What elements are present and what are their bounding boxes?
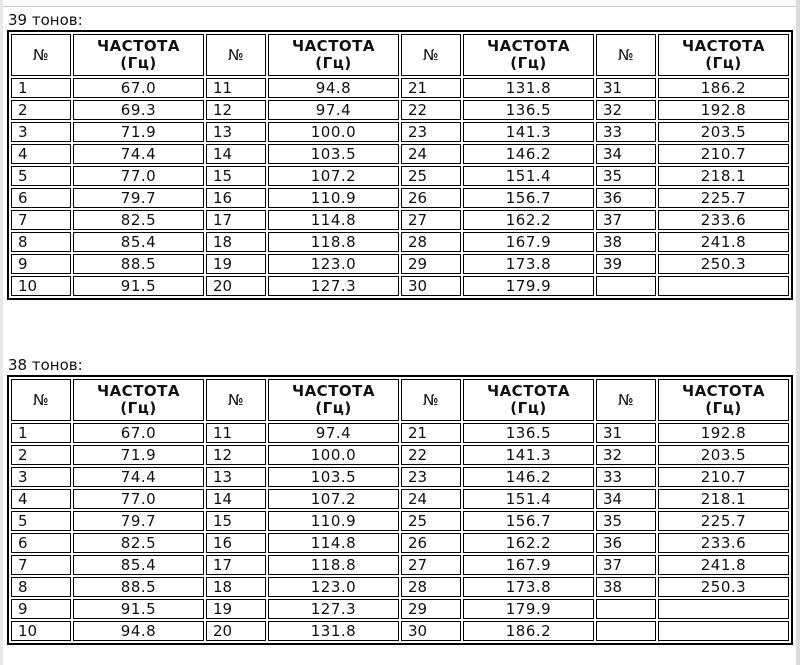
frequency-header-unit: (Гц) — [120, 399, 157, 417]
tone-number-cell: 15 — [206, 511, 266, 531]
tone-frequency-cell: 203.5 — [658, 122, 789, 142]
tone-frequency-cell: 141.3 — [463, 445, 594, 465]
frequency-column-header — [268, 379, 399, 421]
tone-frequency-cell: 241.8 — [658, 555, 789, 575]
tone-frequency-cell: 88.5 — [73, 577, 204, 597]
tone-number-cell — [596, 621, 656, 641]
frequency-column-header — [73, 379, 204, 421]
number-column-header: № — [11, 34, 71, 76]
tone-number-cell: 19 — [206, 599, 266, 619]
tone-frequency-cell — [658, 599, 789, 619]
tone-number-cell: 16 — [206, 188, 266, 208]
tone-frequency-cell: 103.5 — [268, 144, 399, 164]
tone-number-cell: 1 — [11, 423, 71, 443]
tone-number-cell: 33 — [596, 467, 656, 487]
tone-frequency-cell: 74.4 — [73, 144, 204, 164]
tone-number-cell: 23 — [401, 467, 461, 487]
tone-number-cell: 33 — [596, 122, 656, 142]
tone-frequency-cell: 118.8 — [268, 232, 399, 252]
tone-number-cell: 8 — [11, 577, 71, 597]
window-right-edge — [796, 0, 800, 665]
frequency-column-header — [268, 34, 399, 76]
tone-number-cell: 25 — [401, 511, 461, 531]
tones-38-section — [8, 355, 789, 645]
frequency-header-label: ЧАСТОТА — [681, 382, 766, 400]
tone-frequency-cell: 71.9 — [73, 122, 204, 142]
tone-number-cell: 31 — [596, 78, 656, 98]
tone-number-cell: 3 — [11, 467, 71, 487]
tone-number-cell: 11 — [206, 423, 266, 443]
tone-number-cell: 23 — [401, 122, 461, 142]
tone-frequency-cell: 141.3 — [463, 122, 594, 142]
table-row — [11, 166, 789, 186]
tone-frequency-cell: 77.0 — [73, 166, 204, 186]
tone-frequency-cell: 179.9 — [463, 599, 594, 619]
tone-number-cell: 19 — [206, 254, 266, 274]
tone-frequency-cell: 162.2 — [463, 533, 594, 553]
tone-number-cell: 36 — [596, 533, 656, 553]
table-row — [11, 144, 789, 164]
tone-frequency-cell: 156.7 — [463, 511, 594, 531]
table-row — [11, 621, 789, 641]
tone-frequency-cell: 110.9 — [268, 188, 399, 208]
tone-number-cell: 36 — [596, 188, 656, 208]
tone-frequency-cell: 88.5 — [73, 254, 204, 274]
tone-number-cell: 25 — [401, 166, 461, 186]
number-column-header: № — [596, 34, 656, 76]
tone-frequency-cell: 192.8 — [658, 423, 789, 443]
tone-number-cell: 12 — [206, 100, 266, 120]
tone-frequency-cell: 225.7 — [658, 188, 789, 208]
tone-frequency-cell: 250.3 — [658, 254, 789, 274]
number-column-header: № — [401, 34, 461, 76]
tone-number-cell: 5 — [11, 511, 71, 531]
tone-frequency-cell: 192.8 — [658, 100, 789, 120]
frequency-header-unit: (Гц) — [315, 54, 352, 72]
tone-frequency-cell: 179.9 — [463, 276, 594, 296]
tone-frequency-cell: 71.9 — [73, 445, 204, 465]
tone-number-cell: 27 — [401, 210, 461, 230]
tone-frequency-cell: 67.0 — [73, 78, 204, 98]
table-row — [11, 100, 789, 120]
tone-number-cell: 24 — [401, 489, 461, 509]
tone-number-cell: 15 — [206, 166, 266, 186]
tone-frequency-cell: 79.7 — [73, 511, 204, 531]
number-column-header: № — [206, 379, 266, 421]
tone-frequency-cell: 203.5 — [658, 445, 789, 465]
tone-frequency-cell: 127.3 — [268, 276, 399, 296]
frequency-column-header — [463, 379, 594, 421]
tone-number-cell: 34 — [596, 144, 656, 164]
tone-number-cell: 13 — [206, 467, 266, 487]
tone-number-cell — [596, 599, 656, 619]
tone-frequency-cell: 210.7 — [658, 467, 789, 487]
tone-number-cell: 21 — [401, 78, 461, 98]
table-row — [11, 467, 789, 487]
tone-frequency-cell: 123.0 — [268, 577, 399, 597]
tone-frequency-cell: 250.3 — [658, 577, 789, 597]
section-title: 39 тонов: — [8, 11, 83, 29]
frequency-header-label: ЧАСТОТА — [486, 37, 571, 55]
tone-number-cell: 7 — [11, 555, 71, 575]
tones-table — [7, 30, 793, 300]
tone-frequency-cell: 94.8 — [268, 78, 399, 98]
tone-number-cell: 31 — [596, 423, 656, 443]
tone-number-cell: 12 — [206, 445, 266, 465]
frequency-column-header — [73, 34, 204, 76]
tone-number-cell: 39 — [596, 254, 656, 274]
tone-number-cell: 32 — [596, 445, 656, 465]
tone-frequency-cell: 82.5 — [73, 533, 204, 553]
frequency-column-header — [658, 34, 789, 76]
tone-frequency-cell: 162.2 — [463, 210, 594, 230]
tone-number-cell: 26 — [401, 188, 461, 208]
tone-number-cell: 29 — [401, 599, 461, 619]
frequency-column-header — [463, 34, 594, 76]
frequency-header-unit: (Гц) — [705, 54, 742, 72]
table-row — [11, 232, 789, 252]
tone-number-cell: 6 — [11, 188, 71, 208]
tone-frequency-cell: 233.6 — [658, 533, 789, 553]
tone-frequency-cell: 100.0 — [268, 445, 399, 465]
tone-number-cell: 28 — [401, 232, 461, 252]
frequency-header-unit: (Гц) — [315, 399, 352, 417]
tone-frequency-cell: 151.4 — [463, 166, 594, 186]
frequency-header-label: ЧАСТОТА — [96, 382, 181, 400]
tone-number-cell: 13 — [206, 122, 266, 142]
tone-frequency-cell: 118.8 — [268, 555, 399, 575]
number-column-header: № — [596, 379, 656, 421]
tone-number-cell: 10 — [11, 621, 71, 641]
tone-number-cell: 16 — [206, 533, 266, 553]
tone-frequency-cell: 167.9 — [463, 555, 594, 575]
table-row — [11, 254, 789, 274]
tone-number-cell: 2 — [11, 100, 71, 120]
tone-frequency-cell: 241.8 — [658, 232, 789, 252]
number-column-header: № — [11, 379, 71, 421]
tones-table — [7, 375, 793, 645]
table-row — [11, 210, 789, 230]
tone-frequency-cell: 151.4 — [463, 489, 594, 509]
tone-frequency-cell: 114.8 — [268, 210, 399, 230]
tone-number-cell: 30 — [401, 276, 461, 296]
tone-number-cell: 21 — [401, 423, 461, 443]
tone-number-cell: 6 — [11, 533, 71, 553]
tone-number-cell: 10 — [11, 276, 71, 296]
table-row — [11, 276, 789, 296]
tone-frequency-cell: 131.8 — [463, 78, 594, 98]
tone-number-cell: 20 — [206, 276, 266, 296]
tone-number-cell: 7 — [11, 210, 71, 230]
frequency-column-header — [658, 379, 789, 421]
tone-frequency-cell: 74.4 — [73, 467, 204, 487]
tone-number-cell: 17 — [206, 555, 266, 575]
window-top-edge — [0, 0, 800, 7]
tone-frequency-cell: 136.5 — [463, 100, 594, 120]
frequency-header-unit: (Гц) — [705, 399, 742, 417]
number-column-header: № — [206, 34, 266, 76]
window-left-edge — [0, 0, 3, 665]
tone-number-cell: 5 — [11, 166, 71, 186]
tone-frequency-cell: 97.4 — [268, 423, 399, 443]
tone-number-cell: 18 — [206, 232, 266, 252]
tone-number-cell: 3 — [11, 122, 71, 142]
tone-frequency-cell: 173.8 — [463, 577, 594, 597]
tone-frequency-cell: 110.9 — [268, 511, 399, 531]
tone-number-cell: 1 — [11, 78, 71, 98]
tone-number-cell: 4 — [11, 144, 71, 164]
tone-frequency-cell: 67.0 — [73, 423, 204, 443]
tone-frequency-cell: 233.6 — [658, 210, 789, 230]
tone-frequency-cell: 127.3 — [268, 599, 399, 619]
header-row — [11, 379, 789, 421]
tone-number-cell: 26 — [401, 533, 461, 553]
tone-frequency-cell: 156.7 — [463, 188, 594, 208]
tone-number-cell: 4 — [11, 489, 71, 509]
tone-frequency-cell: 85.4 — [73, 555, 204, 575]
tone-frequency-cell: 131.8 — [268, 621, 399, 641]
tone-frequency-cell: 173.8 — [463, 254, 594, 274]
tone-frequency-cell: 123.0 — [268, 254, 399, 274]
tone-number-cell: 20 — [206, 621, 266, 641]
tone-frequency-cell: 103.5 — [268, 467, 399, 487]
table-row — [11, 555, 789, 575]
tone-frequency-cell: 210.7 — [658, 144, 789, 164]
tone-number-cell: 34 — [596, 489, 656, 509]
tone-frequency-cell: 82.5 — [73, 210, 204, 230]
tone-number-cell — [596, 276, 656, 296]
tone-number-cell: 28 — [401, 577, 461, 597]
table-row — [11, 423, 789, 443]
frequency-header-unit: (Гц) — [510, 54, 547, 72]
tone-frequency-cell: 225.7 — [658, 511, 789, 531]
tone-frequency-cell — [658, 621, 789, 641]
frequency-header-label: ЧАСТОТА — [681, 37, 766, 55]
tone-number-cell: 38 — [596, 232, 656, 252]
tone-number-cell: 29 — [401, 254, 461, 274]
tone-frequency-cell: 136.5 — [463, 423, 594, 443]
table-row — [11, 577, 789, 597]
tone-frequency-cell: 79.7 — [73, 188, 204, 208]
frequency-header-label: ЧАСТОТА — [96, 37, 181, 55]
tone-frequency-cell — [658, 276, 789, 296]
tone-frequency-cell: 186.2 — [658, 78, 789, 98]
tone-frequency-cell: 91.5 — [73, 276, 204, 296]
tone-number-cell: 2 — [11, 445, 71, 465]
tone-number-cell: 30 — [401, 621, 461, 641]
tones-39-section — [8, 10, 789, 300]
table-row — [11, 122, 789, 142]
tone-number-cell: 37 — [596, 210, 656, 230]
table-row — [11, 489, 789, 509]
tone-number-cell: 14 — [206, 144, 266, 164]
tone-frequency-cell: 97.4 — [268, 100, 399, 120]
tone-frequency-cell: 114.8 — [268, 533, 399, 553]
tone-frequency-cell: 186.2 — [463, 621, 594, 641]
table-row — [11, 188, 789, 208]
tone-number-cell: 9 — [11, 599, 71, 619]
tone-number-cell: 24 — [401, 144, 461, 164]
tone-number-cell: 8 — [11, 232, 71, 252]
tone-number-cell: 35 — [596, 511, 656, 531]
table-row — [11, 445, 789, 465]
tone-frequency-cell: 85.4 — [73, 232, 204, 252]
table-row — [11, 599, 789, 619]
table-row — [11, 78, 789, 98]
tone-number-cell: 18 — [206, 577, 266, 597]
frequency-header-unit: (Гц) — [120, 54, 157, 72]
tone-frequency-cell: 146.2 — [463, 144, 594, 164]
tone-frequency-cell: 146.2 — [463, 467, 594, 487]
number-column-header: № — [401, 379, 461, 421]
tone-frequency-cell: 94.8 — [73, 621, 204, 641]
tone-frequency-cell: 218.1 — [658, 166, 789, 186]
header-row — [11, 34, 789, 76]
table-row — [11, 511, 789, 531]
tone-number-cell: 27 — [401, 555, 461, 575]
frequency-header-label: ЧАСТОТА — [486, 382, 571, 400]
tone-number-cell: 22 — [401, 445, 461, 465]
tone-number-cell: 11 — [206, 78, 266, 98]
tone-frequency-cell: 107.2 — [268, 166, 399, 186]
tone-number-cell: 32 — [596, 100, 656, 120]
tone-frequency-cell: 100.0 — [268, 122, 399, 142]
tone-frequency-cell: 91.5 — [73, 599, 204, 619]
tone-number-cell: 9 — [11, 254, 71, 274]
tone-frequency-cell: 77.0 — [73, 489, 204, 509]
tone-number-cell: 35 — [596, 166, 656, 186]
tone-frequency-cell: 218.1 — [658, 489, 789, 509]
tone-number-cell: 14 — [206, 489, 266, 509]
frequency-header-label: ЧАСТОТА — [291, 37, 376, 55]
tone-number-cell: 37 — [596, 555, 656, 575]
section-title: 38 тонов: — [8, 356, 83, 374]
tone-frequency-cell: 107.2 — [268, 489, 399, 509]
tone-frequency-cell: 69.3 — [73, 100, 204, 120]
frequency-header-unit: (Гц) — [510, 399, 547, 417]
frequency-header-label: ЧАСТОТА — [291, 382, 376, 400]
tone-frequency-cell: 167.9 — [463, 232, 594, 252]
tone-number-cell: 38 — [596, 577, 656, 597]
tone-number-cell: 22 — [401, 100, 461, 120]
tone-number-cell: 17 — [206, 210, 266, 230]
table-row — [11, 533, 789, 553]
